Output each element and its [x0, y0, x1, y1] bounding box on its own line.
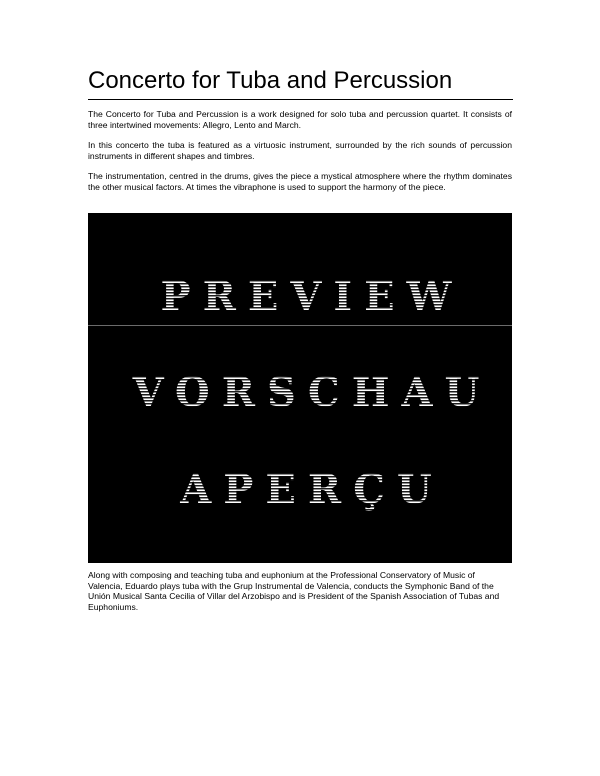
paragraph-instrumentation: The instrumentation, centred in the drums, gives the piece a mystical atmosphere where the rhythm dominates the other musical factors. At times the vibraphone is used to support the harmony of the piece.	[88, 171, 512, 192]
title-rule	[88, 99, 513, 100]
watermark-vorschau: VORSCHAU	[88, 371, 512, 415]
paragraph-intro: The Concerto for Tuba and Percussion is a work designed for solo tuba and percussion quartet. It consists of three intertwined movements: Allegro, Lento and March.	[88, 109, 512, 130]
watermark-apercu: APERÇU	[88, 468, 512, 512]
paragraph-biography: Along with composing and teaching tuba and euphonium at the Professional Conservatory of Music of Valencia, Eduardo plays tuba with the Grup Instrumental de Valencia, conducts the Symphonic Band of the Unión Musical Santa Cecilia of Villar del Arzobispo and is President of the Spanish Association of Tubas and Euphoniums.	[88, 570, 500, 612]
watermark-preview: PREVIEW	[88, 275, 512, 319]
preview-divider	[88, 325, 512, 326]
paragraph-virtuosic: In this concerto the tuba is featured as a virtuosic instrument, surrounded by the rich sounds of percussion instruments in different shapes and timbres.	[88, 140, 512, 161]
page-title: Concerto for Tuba and Percussion	[88, 67, 453, 94]
preview-watermark-overlay	[88, 213, 512, 563]
